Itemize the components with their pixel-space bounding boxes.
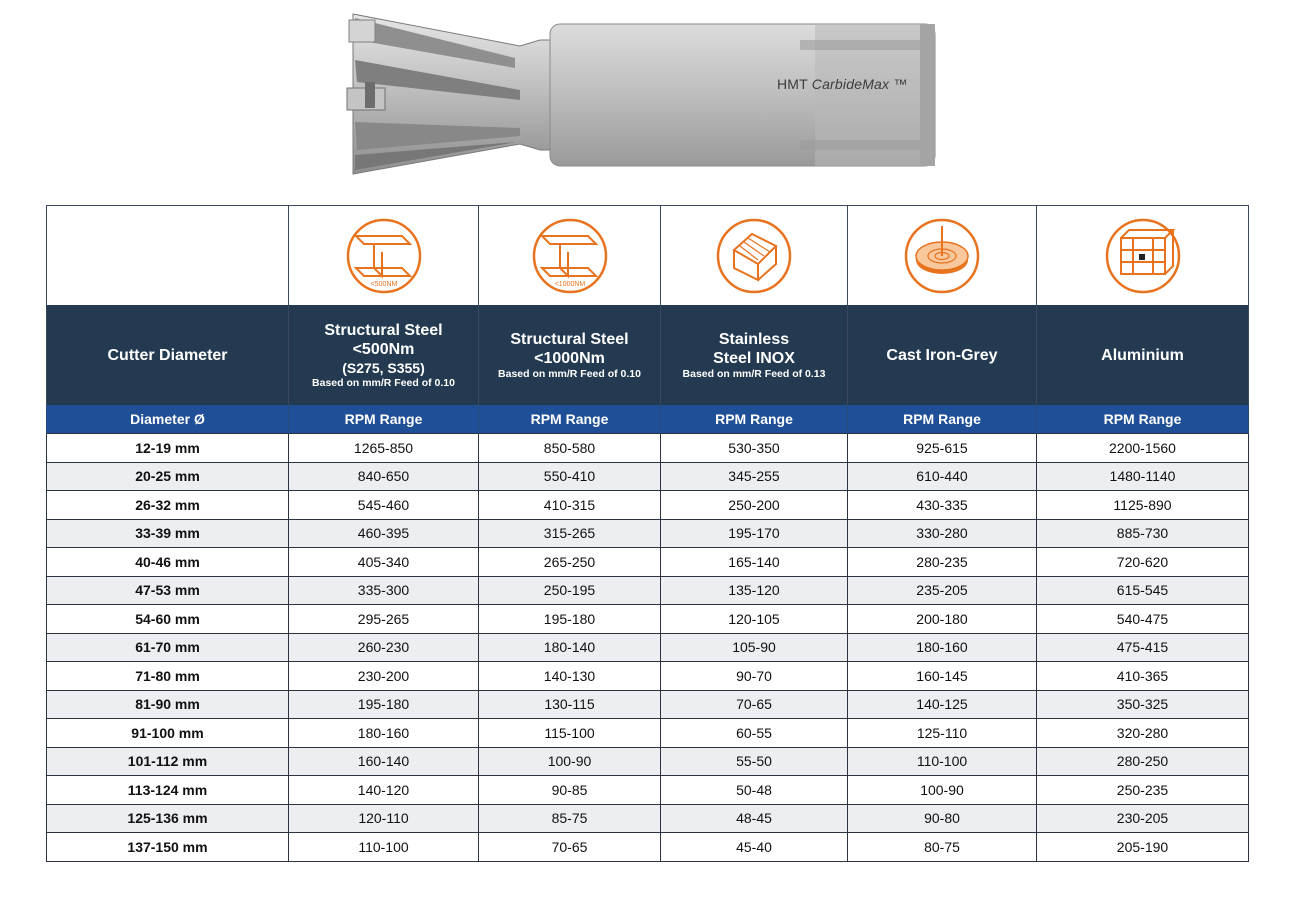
rpm-cell: 280-250 <box>1037 747 1249 776</box>
rpm-cell: 45-40 <box>661 833 848 862</box>
header-stainless-steel: Stainless Steel INOX Based on mm/R Feed of 0.13 <box>661 305 848 405</box>
diameter-cell: 91-100 mm <box>47 719 289 748</box>
rpm-cell: 200-180 <box>848 605 1037 634</box>
rpm-cell: 530-350 <box>661 434 848 463</box>
rpm-cell: 335-300 <box>289 576 479 605</box>
table-row <box>47 719 1249 748</box>
rpm-cell: 140-130 <box>479 662 661 691</box>
diameter-cell: 113-124 mm <box>47 776 289 805</box>
rpm-cell: 610-440 <box>848 462 1037 491</box>
diameter-cell: 101-112 mm <box>47 747 289 776</box>
rpm-cell: 90-70 <box>661 662 848 691</box>
rpm-cell: 105-90 <box>661 633 848 662</box>
diameter-cell: 12-19 mm <box>47 434 289 463</box>
table-row <box>47 576 1249 605</box>
rpm-cell: 345-255 <box>661 462 848 491</box>
rpm-cell: 330-280 <box>848 519 1037 548</box>
header-row <box>47 305 1249 405</box>
rpm-cell: 2200-1560 <box>1037 434 1249 463</box>
rpm-cell: 315-265 <box>479 519 661 548</box>
rpm-cell: 160-140 <box>289 747 479 776</box>
table-row <box>47 662 1249 691</box>
table-row <box>47 491 1249 520</box>
rpm-cell: 70-65 <box>661 690 848 719</box>
table-row <box>47 462 1249 491</box>
rpm-cell: 160-145 <box>848 662 1037 691</box>
rpm-cell: 320-280 <box>1037 719 1249 748</box>
header-cast-iron: Cast Iron-Grey <box>848 305 1037 405</box>
subheader-cell: Diameter Ø <box>47 405 289 434</box>
table-row <box>47 519 1249 548</box>
rpm-cell: 205-190 <box>1037 833 1249 862</box>
rpm-cell: 235-205 <box>848 576 1037 605</box>
icon-cell <box>479 206 661 306</box>
rpm-cell: 545-460 <box>289 491 479 520</box>
rpm-cell: 195-170 <box>661 519 848 548</box>
rpm-cell: 350-325 <box>1037 690 1249 719</box>
rpm-cell: 70-65 <box>479 833 661 862</box>
rpm-cell: 475-415 <box>1037 633 1249 662</box>
rpm-cell: 1265-850 <box>289 434 479 463</box>
annular-cutter-image <box>345 10 945 180</box>
table-row <box>47 747 1249 776</box>
table-row <box>47 690 1249 719</box>
table-row <box>47 605 1249 634</box>
aluminium-icon <box>1103 216 1183 296</box>
rpm-cell: 615-545 <box>1037 576 1249 605</box>
icon-cell <box>848 206 1037 306</box>
rpm-cell: 55-50 <box>661 747 848 776</box>
rpm-cell: 840-650 <box>289 462 479 491</box>
diameter-cell: 71-80 mm <box>47 662 289 691</box>
rpm-cell: 125-110 <box>848 719 1037 748</box>
cast-iron-icon <box>902 216 982 296</box>
rpm-cell: 250-235 <box>1037 776 1249 805</box>
subheader-row <box>47 405 1249 434</box>
empty-cell <box>47 206 289 306</box>
rpm-cell: 165-140 <box>661 548 848 577</box>
rpm-cell: 230-205 <box>1037 804 1249 833</box>
header-cutter-diameter: Cutter Diameter <box>47 305 289 405</box>
table-row <box>47 833 1249 862</box>
diameter-cell: 54-60 mm <box>47 605 289 634</box>
rpm-cell: 280-235 <box>848 548 1037 577</box>
rpm-cell: 100-90 <box>479 747 661 776</box>
rpm-cell: 250-195 <box>479 576 661 605</box>
rpm-cell: 295-265 <box>289 605 479 634</box>
subheader-cell: RPM Range <box>661 405 848 434</box>
icon-cell <box>661 206 848 306</box>
rpm-cell: 80-75 <box>848 833 1037 862</box>
icon-label: <1000NM <box>554 280 585 288</box>
structural-steel-1000nm-icon <box>530 216 610 296</box>
rpm-cell: 430-335 <box>848 491 1037 520</box>
diameter-cell: 47-53 mm <box>47 576 289 605</box>
rpm-cell: 1125-890 <box>1037 491 1249 520</box>
icon-label: <500NM <box>370 280 397 288</box>
table-row <box>47 804 1249 833</box>
diameter-cell: 61-70 mm <box>47 633 289 662</box>
diameter-cell: 125-136 mm <box>47 804 289 833</box>
rpm-cell: 925-615 <box>848 434 1037 463</box>
header-structural-steel-500: Structural Steel <500Nm (S275, S355) Based on mm/R Feed of 0.10 <box>289 305 479 405</box>
rpm-cell: 250-200 <box>661 491 848 520</box>
rpm-cell: 195-180 <box>479 605 661 634</box>
rpm-cell: 460-395 <box>289 519 479 548</box>
table-row <box>47 776 1249 805</box>
icon-cell <box>1037 206 1249 306</box>
table-row <box>47 633 1249 662</box>
icon-cell <box>289 206 479 306</box>
diameter-cell: 26-32 mm <box>47 491 289 520</box>
rpm-cell: 265-250 <box>479 548 661 577</box>
table-body <box>47 434 1249 862</box>
subheader-cell: RPM Range <box>1037 405 1249 434</box>
rpm-cell: 1480-1140 <box>1037 462 1249 491</box>
rpm-cell: 540-475 <box>1037 605 1249 634</box>
rpm-cell: 885-730 <box>1037 519 1249 548</box>
rpm-cell: 405-340 <box>289 548 479 577</box>
rpm-cell: 410-315 <box>479 491 661 520</box>
table-row <box>47 434 1249 463</box>
rpm-cell: 410-365 <box>1037 662 1249 691</box>
icon-row <box>47 206 1249 306</box>
rpm-cell: 85-75 <box>479 804 661 833</box>
rpm-cell: 110-100 <box>289 833 479 862</box>
subheader-cell: RPM Range <box>289 405 479 434</box>
rpm-cell: 850-580 <box>479 434 661 463</box>
header-structural-steel-1000: Structural Steel <1000Nm Based on mm/R Feed of 0.10 <box>479 305 661 405</box>
rpm-cell: 120-105 <box>661 605 848 634</box>
stainless-steel-icon <box>714 216 794 296</box>
rpm-cell: 135-120 <box>661 576 848 605</box>
subheader-cell: RPM Range <box>848 405 1037 434</box>
structural-steel-500nm-icon <box>344 216 424 296</box>
rpm-cell: 720-620 <box>1037 548 1249 577</box>
rpm-cell: 260-230 <box>289 633 479 662</box>
product-name: HMT CarbideMax ™ <box>777 76 908 92</box>
rpm-cell: 50-48 <box>661 776 848 805</box>
rpm-cell: 115-100 <box>479 719 661 748</box>
rpm-cell: 110-100 <box>848 747 1037 776</box>
rpm-cell: 195-180 <box>289 690 479 719</box>
rpm-cell: 90-80 <box>848 804 1037 833</box>
rpm-cell: 230-200 <box>289 662 479 691</box>
rpm-cell: 48-45 <box>661 804 848 833</box>
diameter-cell: 81-90 mm <box>47 690 289 719</box>
rpm-cell: 140-125 <box>848 690 1037 719</box>
rpm-cell: 100-90 <box>848 776 1037 805</box>
diameter-cell: 40-46 mm <box>47 548 289 577</box>
header-aluminium: Aluminium <box>1037 305 1249 405</box>
rpm-cell: 140-120 <box>289 776 479 805</box>
diameter-cell: 33-39 mm <box>47 519 289 548</box>
rpm-cell: 180-140 <box>479 633 661 662</box>
rpm-cell: 180-160 <box>289 719 479 748</box>
rpm-cell: 120-110 <box>289 804 479 833</box>
table-row <box>47 548 1249 577</box>
subheader-cell: RPM Range <box>479 405 661 434</box>
rpm-table <box>46 205 1249 862</box>
diameter-cell: 20-25 mm <box>47 462 289 491</box>
rpm-cell: 130-115 <box>479 690 661 719</box>
rpm-cell: 90-85 <box>479 776 661 805</box>
rpm-cell: 550-410 <box>479 462 661 491</box>
diameter-cell: 137-150 mm <box>47 833 289 862</box>
rpm-cell: 180-160 <box>848 633 1037 662</box>
rpm-cell: 60-55 <box>661 719 848 748</box>
